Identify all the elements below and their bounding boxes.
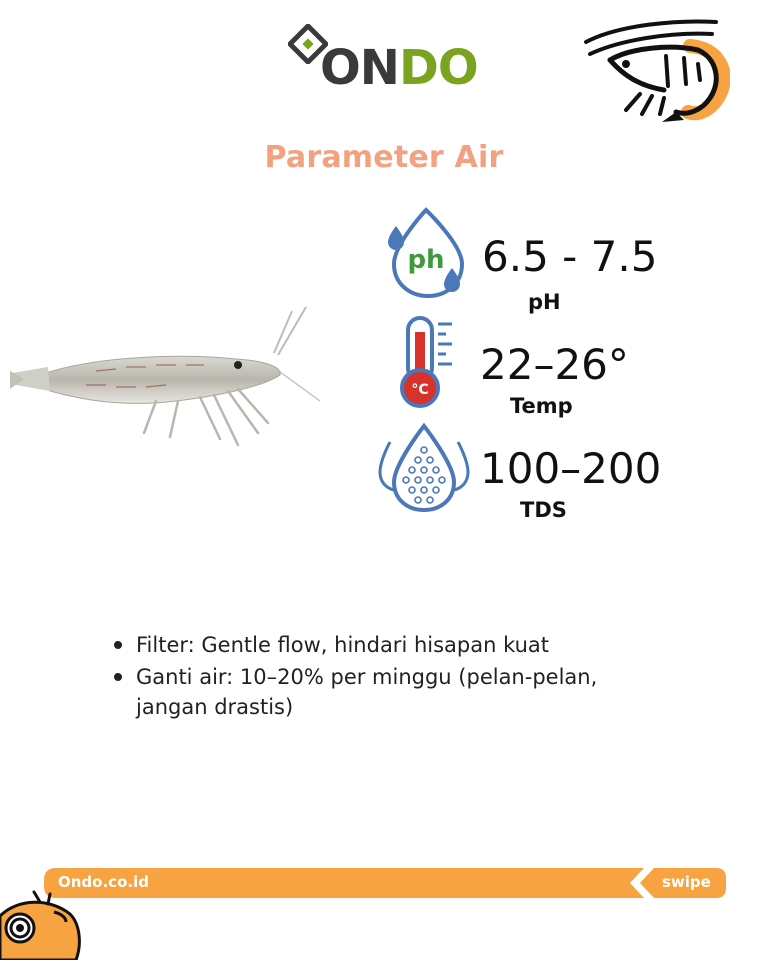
thermometer-icon (382, 314, 474, 410)
list-item: Filter: Gentle flow, hindari hisapan kuat (112, 630, 672, 660)
footer-site-link[interactable]: Ondo.co.id (58, 873, 149, 891)
temp-label: Temp (510, 394, 573, 418)
water-drops-icon (378, 420, 470, 516)
tds-value: 100–200 (480, 444, 662, 493)
svg-text:°C: °C (411, 382, 429, 398)
notes-list (112, 630, 672, 724)
ph-value: 6.5 - 7.5 (482, 232, 658, 281)
brand-logo (288, 22, 488, 102)
shrimp-photo (6, 305, 326, 460)
logo-wordmark: ONDO (320, 40, 478, 96)
ph-label: pH (528, 290, 561, 314)
temp-value: 22–26° (480, 340, 629, 389)
mascot-icon (0, 888, 82, 960)
svg-text:ph: ph (407, 245, 445, 275)
swipe-button[interactable]: swipe (662, 873, 711, 891)
ph-drop-icon (382, 204, 474, 300)
list-item: Ganti air: 10–20% per minggu (pelan-pelan, jangan drastis) (112, 662, 672, 722)
tds-label: TDS (520, 498, 567, 522)
shrimp-outline-icon (580, 14, 730, 124)
page-title: Parameter Air (264, 140, 504, 175)
